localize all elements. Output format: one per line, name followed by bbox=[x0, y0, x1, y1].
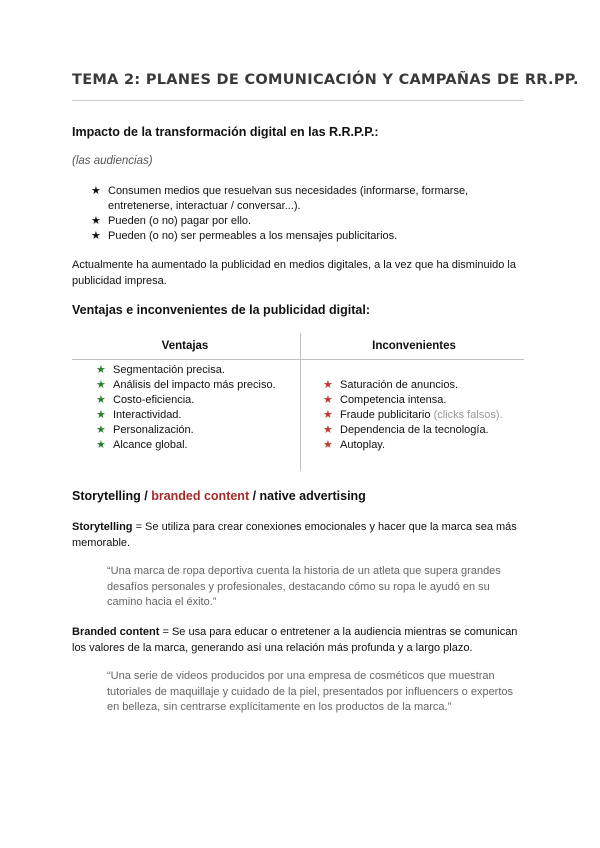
list-item: ★ Competencia intensa. bbox=[323, 394, 447, 406]
storytelling-term: Storytelling bbox=[72, 521, 133, 533]
list-item: entretenerse, interactuar / conversar...). bbox=[108, 200, 301, 212]
list-item: ★ Costo-eficiencia. bbox=[96, 394, 195, 406]
star-icon: ★ bbox=[96, 394, 106, 406]
list-item: ★ Alcance global. bbox=[96, 439, 188, 451]
star-icon: ★ bbox=[323, 409, 333, 421]
star-icon: ★ bbox=[96, 364, 106, 376]
list-item: ★ Consumen medios que resuelvan sus necesidades (informarse, formarse, bbox=[91, 185, 469, 197]
pros-list bbox=[96, 363, 276, 453]
star-icon: ★ bbox=[91, 230, 101, 242]
story-heading: Storytelling / branded content / native advertising bbox=[72, 489, 366, 503]
star-icon: ★ bbox=[323, 424, 333, 436]
star-icon: ★ bbox=[96, 409, 106, 421]
impact-subheading: (las audiencias) bbox=[72, 155, 153, 167]
list-item: ★ Segmentación precisa. bbox=[96, 364, 225, 376]
cons-note: (clicks falsos). bbox=[433, 409, 503, 421]
star-icon: ★ bbox=[96, 439, 106, 451]
list-item: ★ Pueden (o no) pagar por ello. bbox=[91, 215, 252, 227]
table-header bbox=[72, 333, 524, 360]
col-header-cons: Inconvenientes bbox=[372, 340, 456, 352]
audience-list bbox=[91, 184, 531, 244]
title-divider bbox=[72, 100, 524, 101]
star-icon: ★ bbox=[323, 394, 333, 406]
branded-quote: “Una serie de videos producidos por una empresa de cosméticos que muestran tutoriales de maquillaje y cuidado de la piel, presentados por influencers o expertos en belleza, sin centrarse explícitamente en los productos de la marca.” bbox=[107, 670, 514, 713]
star-icon: ★ bbox=[91, 185, 101, 197]
table-column-divider bbox=[300, 333, 301, 471]
list-item: ★ Autoplay. bbox=[323, 439, 386, 451]
star-icon: ★ bbox=[323, 379, 333, 391]
list-item: ★ Saturación de anuncios. bbox=[323, 379, 459, 391]
star-icon: ★ bbox=[323, 439, 333, 451]
storytelling-definition: Storytelling = Se utiliza para crear conexiones emocionales y hacer que la marca sea más memorable. bbox=[72, 521, 517, 549]
storytelling-quote: “Una marca de ropa deportiva cuenta la historia de un atleta que supera grandes desafíos personales y profesionales, destacando cómo su ropa le ayudó en su camino hacia el éxito.” bbox=[107, 565, 501, 608]
page-title: TEMA 2: PLANES DE COMUNICACIÓN Y CAMPAÑAS DE RR.PP. bbox=[72, 72, 579, 88]
list-item: ★ Dependencia de la tecnología. bbox=[323, 424, 489, 436]
cons-list bbox=[323, 378, 503, 453]
branded-content-highlight: branded content bbox=[151, 489, 250, 503]
star-icon: ★ bbox=[96, 379, 106, 391]
advantages-heading: Ventajas e inconvenientes de la publicidad digital: bbox=[72, 303, 370, 317]
impact-heading: Impacto de la transformación digital en las R.R.P.P.: bbox=[72, 125, 379, 139]
branded-definition: Branded content = Se usa para educar o entretener a la audiencia mientras se comunican los valores de la marca, generando así una relación más profunda y a largo plazo. bbox=[72, 626, 518, 654]
list-item: ★ Análisis del impacto más preciso. bbox=[96, 379, 276, 391]
list-item: ★ Personalización. bbox=[96, 424, 194, 436]
impact-paragraph: Actualmente ha aumentado la publicidad en medios digitales, a la vez que ha disminuido la publicidad impresa. bbox=[72, 259, 516, 287]
col-header-pros: Ventajas bbox=[161, 340, 209, 352]
list-item: ★ Pueden (o no) ser permeables a los mensajes publicitarios. bbox=[91, 230, 398, 242]
pros-cons-table bbox=[72, 333, 524, 471]
branded-term: Branded content bbox=[72, 626, 160, 638]
star-icon: ★ bbox=[96, 424, 106, 436]
star-icon: ★ bbox=[91, 215, 101, 227]
list-item: ★ Fraude publicitario (clicks falsos). bbox=[323, 409, 503, 421]
list-item: ★ Interactividad. bbox=[96, 409, 182, 421]
